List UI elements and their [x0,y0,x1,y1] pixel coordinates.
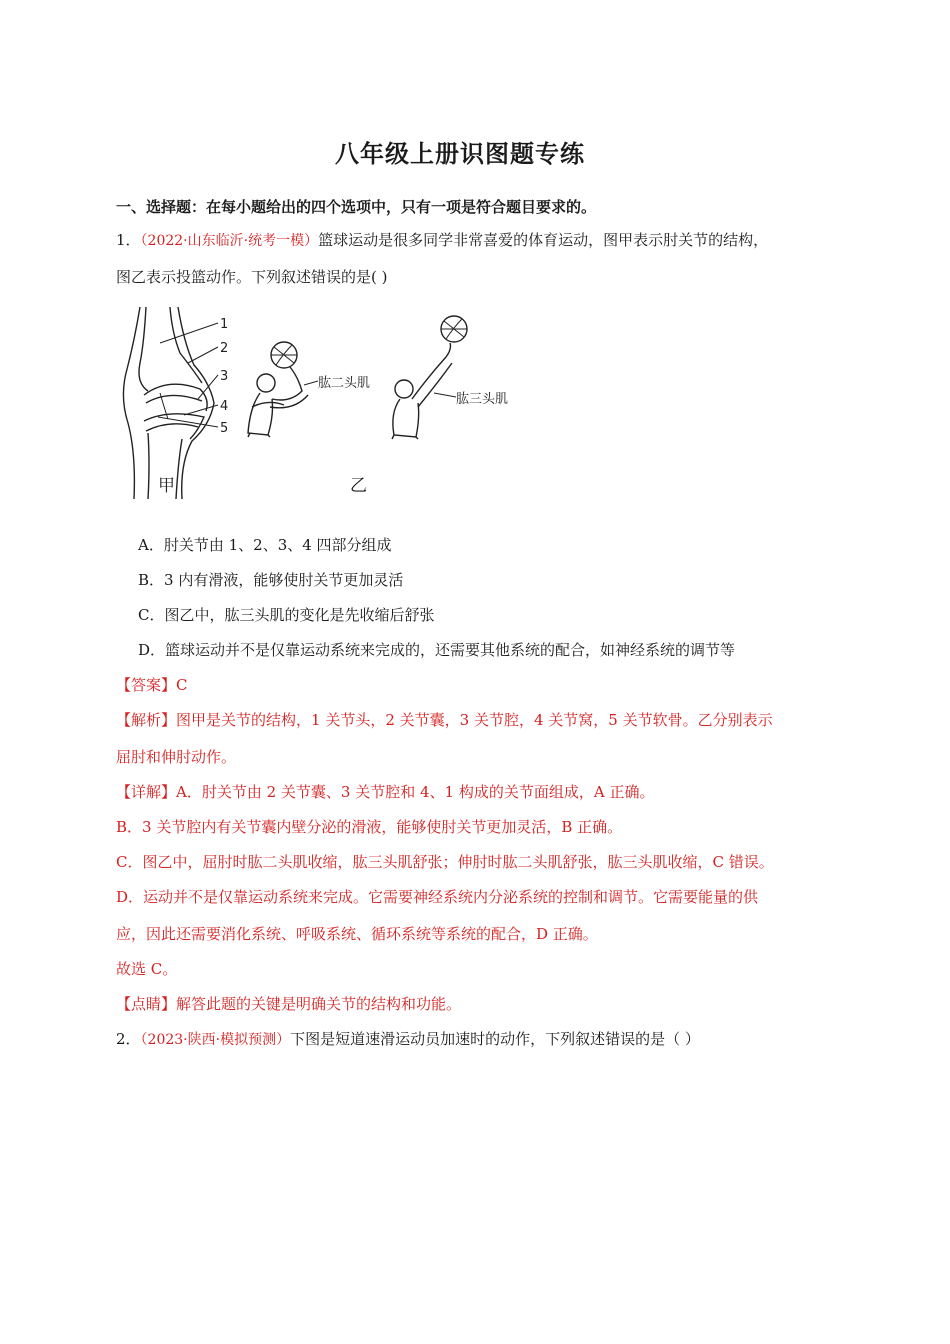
comment-text: 解答此题的关键是明确关节的结构和功能。 [176,995,462,1013]
answer-tag: 【答案】 [116,676,177,694]
question-number: 2． [116,1030,141,1048]
figure-label-yi: 乙 [350,476,367,496]
joint-label-5: 5 [220,421,229,436]
analysis-tag: 【解析】 [116,711,177,729]
triceps-label: 肱三头肌 [456,392,509,407]
question-1-stem-cont: 图乙表示投篮动作。下列叙述错误的是( ) [116,268,388,286]
question-source: （2022·山东临沂·统考一模） [140,233,319,249]
option-a: A．肘关节由 1、2、3、4 四部分组成 [138,536,392,554]
analysis [116,709,773,731]
page-title: 八年级上册识图题专练 [335,140,585,168]
conclusion: 故选 C。 [116,960,178,978]
question-source: （2023·陕西·模拟预测） [140,1032,291,1048]
biceps-label: 肱二头肌 [318,376,371,391]
option-d: D．篮球运动并不是仅靠运动系统来完成的，还需要其他系统的配合，如神经系统的调节等 [138,641,736,659]
comment [116,993,461,1015]
detail-a-text: A．肘关节由 2 关节囊、3 关节腔和 4、1 构成的关节面组成，A 正确。 [176,783,655,801]
detail-tag: 【详解】 [116,783,177,801]
joint-label-2: 2 [220,341,229,356]
analysis-text: 图甲是关节的结构，1 关节头，2 关节囊，3 关节腔，4 关节窝，5 关节软骨。乙分别表示 [176,711,773,729]
option-b: B．3 内有滑液，能够使肘关节更加灵活 [138,571,404,589]
figure-label-jia: 甲 [158,476,175,496]
question-text: 篮球运动是很多同学非常喜爱的体育运动，图甲表示肘关节的结构， [318,231,769,249]
detail-c: C．图乙中，屈肘时肱二头肌收缩，肱三头肌舒张；伸肘时肱二头肌舒张，肱三头肌收缩，C 错误。 [116,853,774,871]
question-1-stem [116,229,768,252]
answer-value: C [176,676,188,694]
joint-label-1: 1 [220,317,229,332]
player-extend-drawing [392,316,467,439]
player-flex-drawing [248,342,308,437]
question-number: 1． [116,231,141,249]
question-text: 下图是短道速滑运动员加速时的动作，下列叙述错误的是（ ） [290,1030,700,1048]
option-c: C．图乙中，肱三头肌的变化是先收缩后舒张 [138,606,435,624]
elbow-joint-diagram [123,307,218,499]
joint-label-3: 3 [220,369,229,384]
analysis-cont: 屈肘和伸肘动作。 [116,748,237,766]
section-heading: 一、选择题：在每小题给出的四个选项中，只有一项是符合题目要求的。 [116,198,597,216]
answer [116,674,188,696]
question-2-stem [116,1028,700,1051]
detail-d-cont: 应，因此还需要消化系统、呼吸系统、循环系统等系统的配合，D 正确。 [116,925,598,943]
joint-labels [220,317,228,436]
question-1-figure [118,303,538,503]
detail-d: D．运动并不是仅靠运动系统来完成。它需要神经系统内分泌系统的控制和调节。它需要能量的供 [116,888,759,906]
detail-b: B．3 关节腔内有关节囊内壁分泌的滑液，能够使肘关节更加灵活，B 正确。 [116,818,623,836]
detail-a [116,781,654,803]
joint-label-4: 4 [220,399,229,414]
comment-tag: 【点睛】 [116,995,177,1013]
